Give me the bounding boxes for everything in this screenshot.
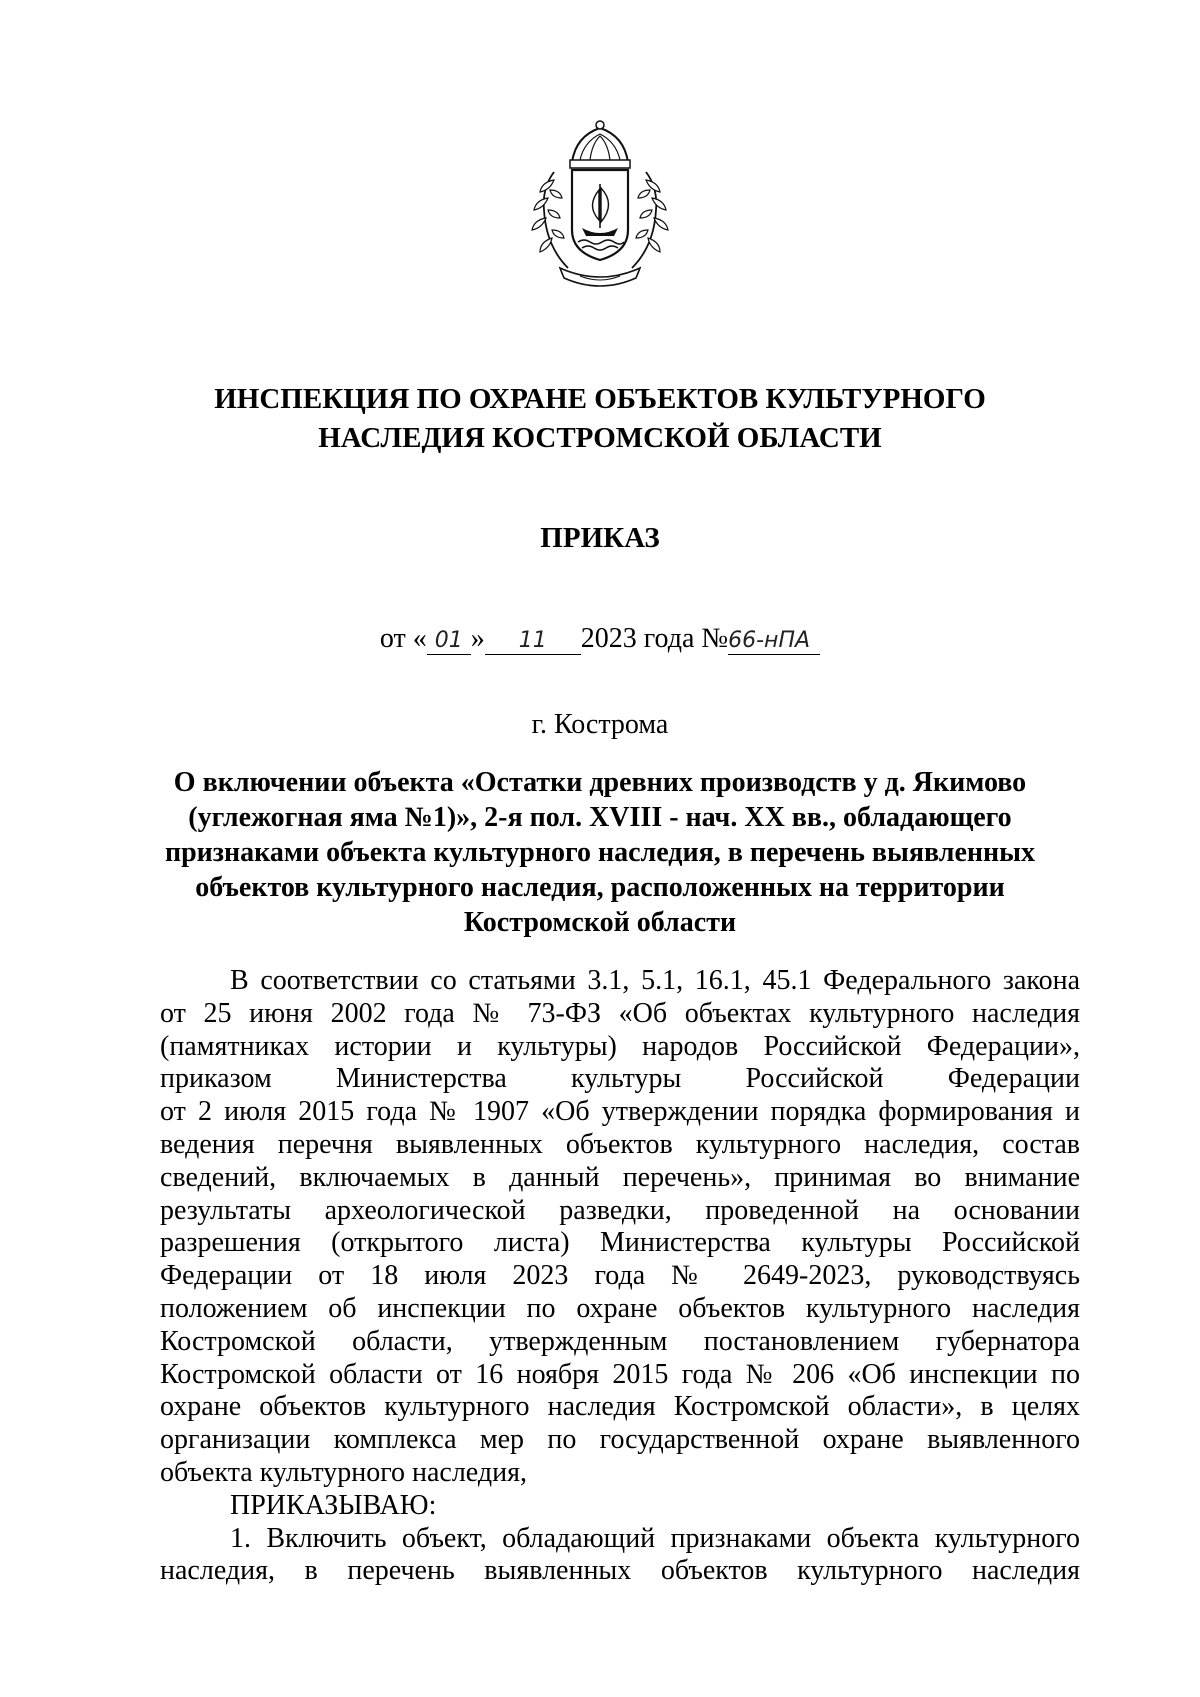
- subject-line: объектов культурного наследия, расположенных на территории: [195, 872, 1005, 903]
- body-line: Костромской области, утвержденным постановлением губернатора: [160, 1325, 1080, 1357]
- body-line: ведения перечня выявленных объектов культурного наследия, состав: [160, 1128, 1080, 1160]
- body-line: Федерации от 18 июля 2023 года № 2649-2023, руководствуясь: [160, 1260, 1080, 1292]
- body-line: от 25 июня 2002 года № 73-ФЗ «Об объектах культурного наследия: [160, 997, 1080, 1029]
- organization-name: [0, 380, 1200, 458]
- order-date-number-line: [0, 621, 1200, 657]
- subject-line: О включении объекта «Остатки древних производств у д. Якимово: [173, 767, 1027, 798]
- body-line: приказом Министерства культуры Российской Федерации: [160, 1063, 1080, 1095]
- body-line: результаты археологической разведки, проведенной на основании: [160, 1194, 1080, 1226]
- subject-line: (углежогная яма №1)», 2-я пол. XVIII - нач. XX вв., обладающего: [188, 802, 1012, 833]
- body-line: разрешения (открытого листа) Министерства культуры Российской: [160, 1227, 1080, 1259]
- subject-line: признаками объекта культурного наследия, в перечень выявленных: [164, 837, 1036, 868]
- date-year-text: 2023 года №: [580, 623, 729, 654]
- body-line: организации комплекса мер по государственной охране выявленного: [160, 1424, 1080, 1456]
- organization-name-line-1: ИНСПЕКЦИЯ ПО ОХРАНЕ ОБЪЕКТОВ КУЛЬТУРНОГО: [214, 383, 986, 415]
- document-type: ПРИКАЗ: [540, 522, 660, 554]
- order-word: ПРИКАЗЫВАЮ:: [230, 1489, 437, 1521]
- body-line: положением об инспекции по охране объектов культурного наследия: [160, 1292, 1080, 1324]
- body-line: объекта культурного наследия,: [160, 1456, 527, 1488]
- item-1-line: 1. Включить объект, обладающий признаками объекта культурного: [230, 1522, 1080, 1554]
- body-line: (памятниках истории и культуры) народов Российской Федерации»,: [160, 1030, 1080, 1062]
- body-line: от 2 июля 2015 года № 1907 «Об утверждении порядка формирования и: [160, 1096, 1080, 1128]
- date-day: 01: [427, 628, 471, 655]
- body-line: В соответствии со статьями 3.1, 5.1, 16.1, 45.1 Федерального закона: [230, 965, 1080, 996]
- organization-name-line-2: НАСЛЕДИЯ КОСТРОМСКОЙ ОБЛАСТИ: [318, 422, 882, 454]
- item-1-line: наследия, в перечень выявленных объектов культурного наследия: [160, 1555, 1080, 1587]
- date-month: 11: [485, 628, 581, 655]
- date-separator: »: [470, 623, 485, 654]
- kostroma-coat-of-arms-icon: [510, 118, 690, 293]
- body-line: Костромской области от 16 ноября 2015 года № 206 «Об инспекции по: [160, 1358, 1080, 1390]
- city-name: г. Кострома: [531, 709, 669, 740]
- subject-line: Костромской области: [463, 907, 737, 938]
- body-line: сведений, включаемых в данный перечень», принимая во внимание: [160, 1161, 1080, 1193]
- preamble-text: [160, 965, 1080, 1588]
- body-line: охране объектов культурного наследия Костромской области», в целях: [160, 1391, 1080, 1423]
- date-prefix: от «: [379, 623, 427, 654]
- order-number: 66-нПА: [728, 628, 820, 655]
- order-subject: [160, 765, 1040, 940]
